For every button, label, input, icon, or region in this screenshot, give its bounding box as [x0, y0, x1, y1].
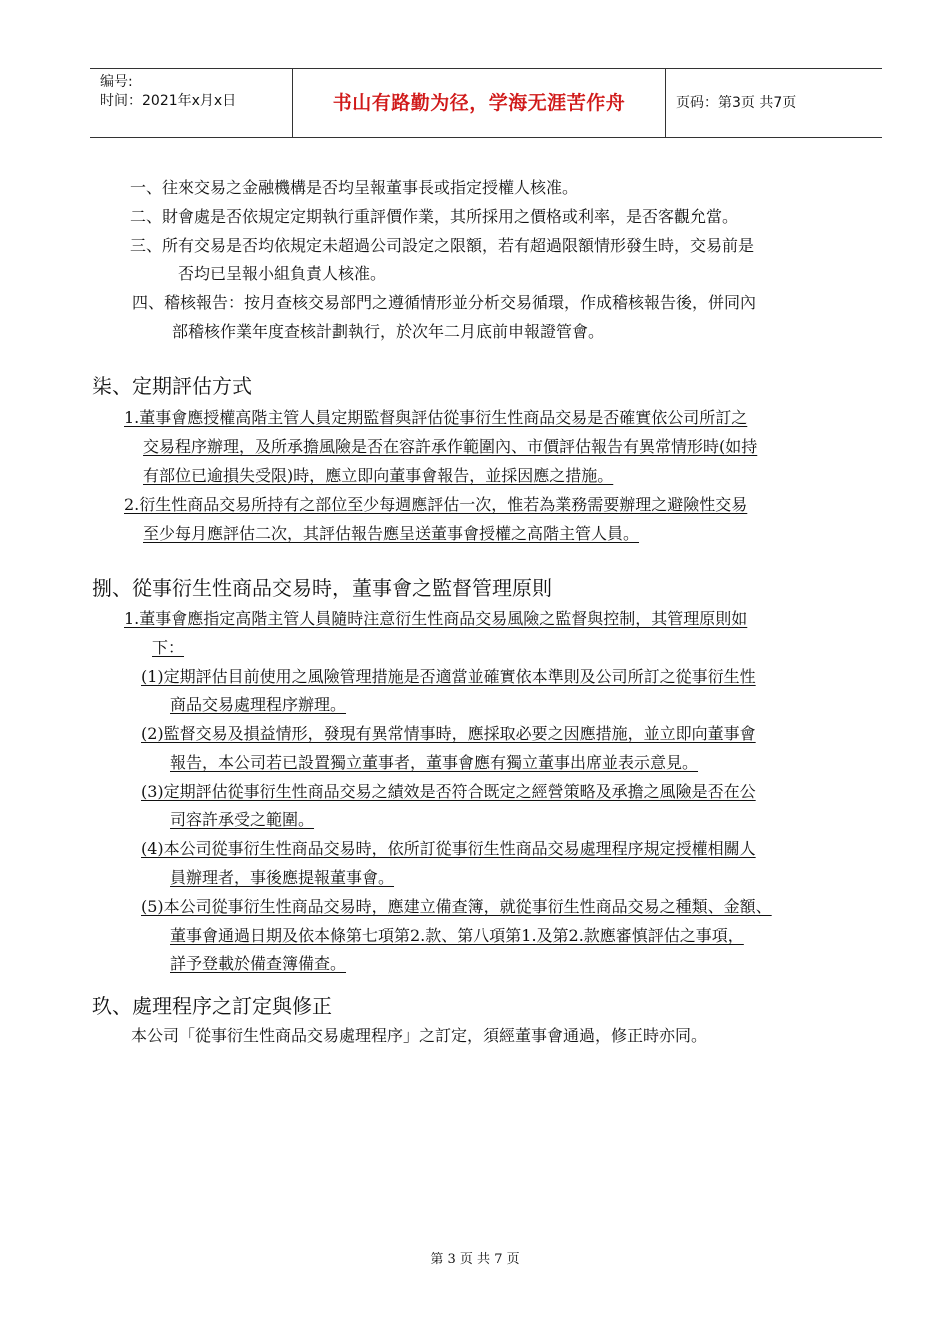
audit-item-3: 三、所有交易是否均依規定未超過公司設定之限額，若有超過限額情形發生時，交易前是	[130, 236, 755, 255]
supervision-line: 董事會通過日期及依本條第七項第2.款、第八項第1.及第2.款應審慎評估之事項，	[170, 926, 744, 945]
supervision-line: (2)監督交易及損益情形，發現有異常情事時，應採取必要之因應措施，並立即向董事會	[141, 724, 756, 743]
footer-page-number: 第 3 页 共 7 页	[430, 1252, 520, 1267]
header-motto: 书山有路勤为径，学海无涯苦作舟	[293, 69, 666, 137]
supervision-line: 員辦理者，事後應提報董事會。	[170, 868, 395, 887]
audit-item-4-cont: 部稽核作業年度查核計劃執行，於次年二月底前申報證管會。	[172, 322, 605, 341]
audit-item-1: 一、往來交易之金融機構是否均呈報董事長或指定授權人核准。	[130, 178, 579, 197]
supervision-line: 報告，本公司若已設置獨立董事者，董事會應有獨立董事出席並表示意見。	[170, 753, 699, 772]
doc-time-label: 时间：2021年x月x日	[100, 93, 237, 109]
page-footer	[0, 1248, 950, 1267]
supervision-line: 司容許承受之範圍。	[170, 810, 315, 829]
supervision-line: (3)定期評估從事衍生性商品交易之績效是否符合既定之經營策略及承擔之風險是否在公	[141, 782, 756, 801]
doc-number-label: 编号:	[100, 74, 133, 90]
evaluation-line: 2.衍生性商品交易所持有之部位至少每週應評估一次，惟若為業務需要辦理之避險性交易	[124, 495, 748, 514]
audit-item-3-cont: 否均已呈報小組負責人核准。	[178, 264, 387, 283]
audit-item-4: 四、稽核報告：按月查核交易部門之遵循情形並分析交易循環，作成稽核報告後，併同內	[132, 293, 757, 312]
evaluation-line: 交易程序辦理，及所承擔風險是否在容許承作範圍內、市價評估報告有異常情形時(如持	[143, 437, 758, 456]
supervision-line: (5)本公司從事衍生性商品交易時，應建立備查簿，就從事衍生性商品交易之種類、金額、	[141, 897, 772, 916]
supervision-line: 下：	[152, 638, 185, 657]
header-meta-cell	[90, 69, 293, 137]
supervision-line: 詳予登載於備查簿備查。	[170, 954, 347, 973]
supervision-line: (4)本公司從事衍生性商品交易時，依所訂從事衍生性商品交易處理程序規定授權相關人	[141, 839, 756, 858]
section-heading-procedure: 玖、處理程序之訂定與修正	[92, 994, 332, 1018]
section-heading-supervision: 捌、從事衍生性商品交易時，董事會之監督管理原則	[92, 576, 552, 600]
evaluation-line: 1.董事會應授權高階主管人員定期監督與評估從事衍生性商品交易是否確實依公司所訂之	[124, 408, 748, 427]
section-heading-evaluation: 柒、定期評估方式	[92, 374, 252, 398]
supervision-line: 商品交易處理程序辦理。	[170, 695, 347, 714]
evaluation-line: 至少每月應評估二次，其評估報告應呈送董事會授權之高階主管人員。	[143, 524, 640, 543]
evaluation-line: 有部位已逾損失受限)時，應立即向董事會報告，並採因應之措施。	[143, 466, 614, 485]
header-page-number: 页码：第3页 共7页	[676, 95, 797, 111]
page-header	[90, 68, 882, 138]
supervision-line: (1)定期評估目前使用之風險管理措施是否適當並確實依本準則及公司所訂之從事衍生性	[141, 667, 756, 686]
procedure-text: 本公司「從事衍生性商品交易處理程序」之訂定，須經董事會通過，修正時亦同。	[131, 1026, 708, 1045]
audit-item-2: 二、財會處是否依規定定期執行重評價作業，其所採用之價格或利率，是否客觀允當。	[130, 207, 739, 226]
supervision-line: 1.董事會應指定高階主管人員隨時注意衍生性商品交易風險之監督與控制，其管理原則如	[124, 609, 748, 628]
